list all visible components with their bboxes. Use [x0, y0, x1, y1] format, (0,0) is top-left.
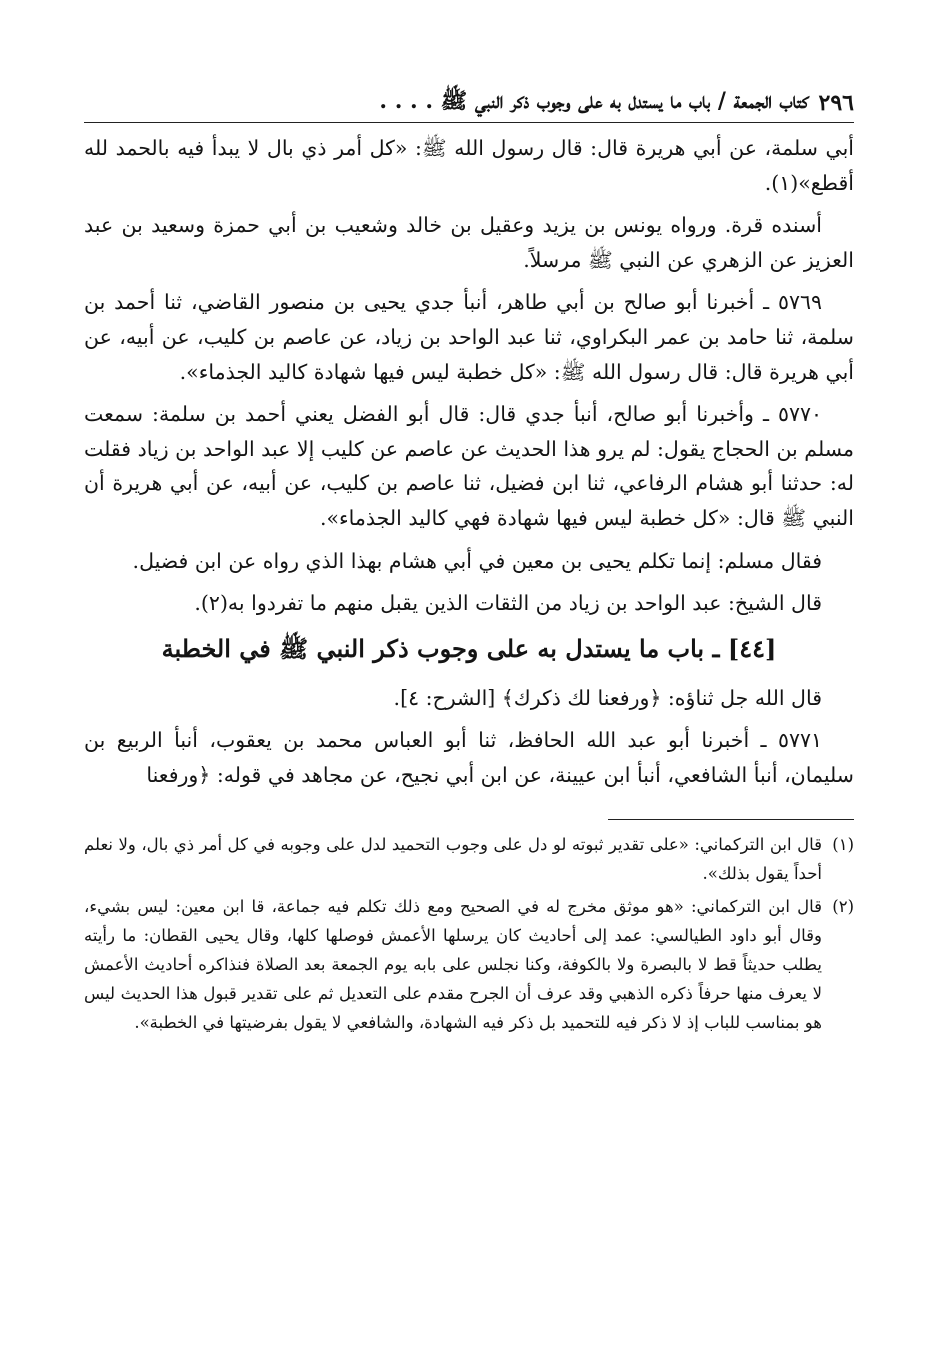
footnote-number: (٢) — [832, 896, 854, 916]
footnote-text: قال ابن التركماني: «على تقدير ثبوته لو دل على وجوب التحميد لدل على وجوبه في كل أمر ذي بال، ولا نعلم أحداً يقول بذلك». — [84, 834, 822, 883]
main-text — [84, 131, 854, 793]
footnote-separator — [608, 819, 854, 820]
paragraph: ٥٧٧٠ ـ وأخبرنا أبو صالح، أنبأ جدي قال: قال أبو الفضل يعني أحمد بن سلمة: سمعت مسلم بن الحجاج يقول: لم يرو هذا الحديث عن عاصم عن كليب إلا عبد الواحد بن زياد فقلت له: حدثنا أبو هشام الرفاعي، ثنا ابن فضيل، ثنا عاصم بن كليب، عن أبيه، عن أبي هريرة أن النبي ﷺ قال: «كل خطبة ليس فيها شهادة فهي كاليد الجذماء». — [84, 402, 854, 530]
paragraph: ٥٧٧١ ـ أخبرنا أبو عبد الله الحافظ، ثنا أبو العباس محمد بن يعقوب، أنبأ الربيع بن سليمان، أنبأ الشافعي، أنبأ ابن عيينة، عن ابن أبي نجيح، عن مجاهد في قوله: ﴿ورفعنا — [84, 728, 854, 787]
footnotes — [84, 830, 854, 1037]
paragraph: قال الشيخ: عبد الواحد بن زياد من الثقات الذين يقبل منهم ما تفردوا به(٢). — [194, 591, 822, 616]
running-title: كتاب الجمعة / باب ما يستدل به على وجوب ذكر النبي ﷺ . . . . — [379, 88, 809, 114]
footnote — [84, 830, 854, 888]
paragraph: قال الله جل ثناؤه: ﴿ورفعنا لك ذكرك﴾ [الشرح: ٤]. — [393, 685, 822, 710]
paragraph: أبي سلمة، عن أبي هريرة قال: قال رسول الله ﷺ: «كل أمر ذي بال لا يبدأ فيه بالحمد لله أقطع»(١). — [84, 136, 854, 195]
paragraph: أسنده قرة. ورواه يونس بن يزيد وعقيل بن خالد وشعيب بن أبي حمزة وسعيد بن عبد العزيز عن الزهري عن النبي ﷺ مرسلاً. — [84, 213, 854, 272]
footnote-number: (١) — [832, 834, 854, 854]
book-page — [84, 86, 854, 1356]
footnote — [84, 892, 854, 1037]
footnote-text: قال ابن التركماني: «هو موثق مخرج له في الصحيح ومع ذلك تكلم فيه جماعة، قا ابن معين: ليس بشيء، وقال أبو داود الطيالسي: عمد إلى أحاديث كان يرسلها الأعمش فوصلها كلها، وقال يحيى القطان: ما رأيته يطلب حديثاً قط لا بالبصرة ولا بالكوفة، وكنا نجلس على بابه يوم الجمعة بعد الصلاة فنذاكره أحاديث الأعمش لا يعرف منها حرفاً ذكره الذهبي وقد عرف أن الجرح مقدم على التعديل ثم على تقدير قبول هذا الحديث ليس هو بمناسب للباب إذ لا ذكر فيه للتحميد بل ذكر فيه الشهادة، والشافعي لا يقول بفرضيتها في الخطبة». — [84, 896, 822, 1032]
chapter-heading: [٤٤] ـ باب ما يستدل به على وجوب ذكر النبي ﷺ في الخطبة — [161, 633, 777, 663]
page-header — [84, 86, 854, 123]
paragraph: ٥٧٦٩ ـ أخبرنا أبو صالح بن أبي طاهر، أنبأ جدي يحيى بن منصور القاضي، ثنا أحمد بن سلمة، ثنا حامد بن عمر البكراوي، ثنا عبد الواحد بن زياد، عن عاصم بن كليب، عن أبيه، عن أبي هريرة قال: قال رسول الله ﷺ: «كل خطبة ليس فيها شهادة كاليد الجذماء». — [84, 290, 854, 384]
paragraph: فقال مسلم: إنما تكلم يحيى بن معين في أبي هشام بهذا الذي رواه عن ابن فضيل. — [132, 548, 822, 573]
page-number: ٢٩٦ — [818, 90, 854, 116]
